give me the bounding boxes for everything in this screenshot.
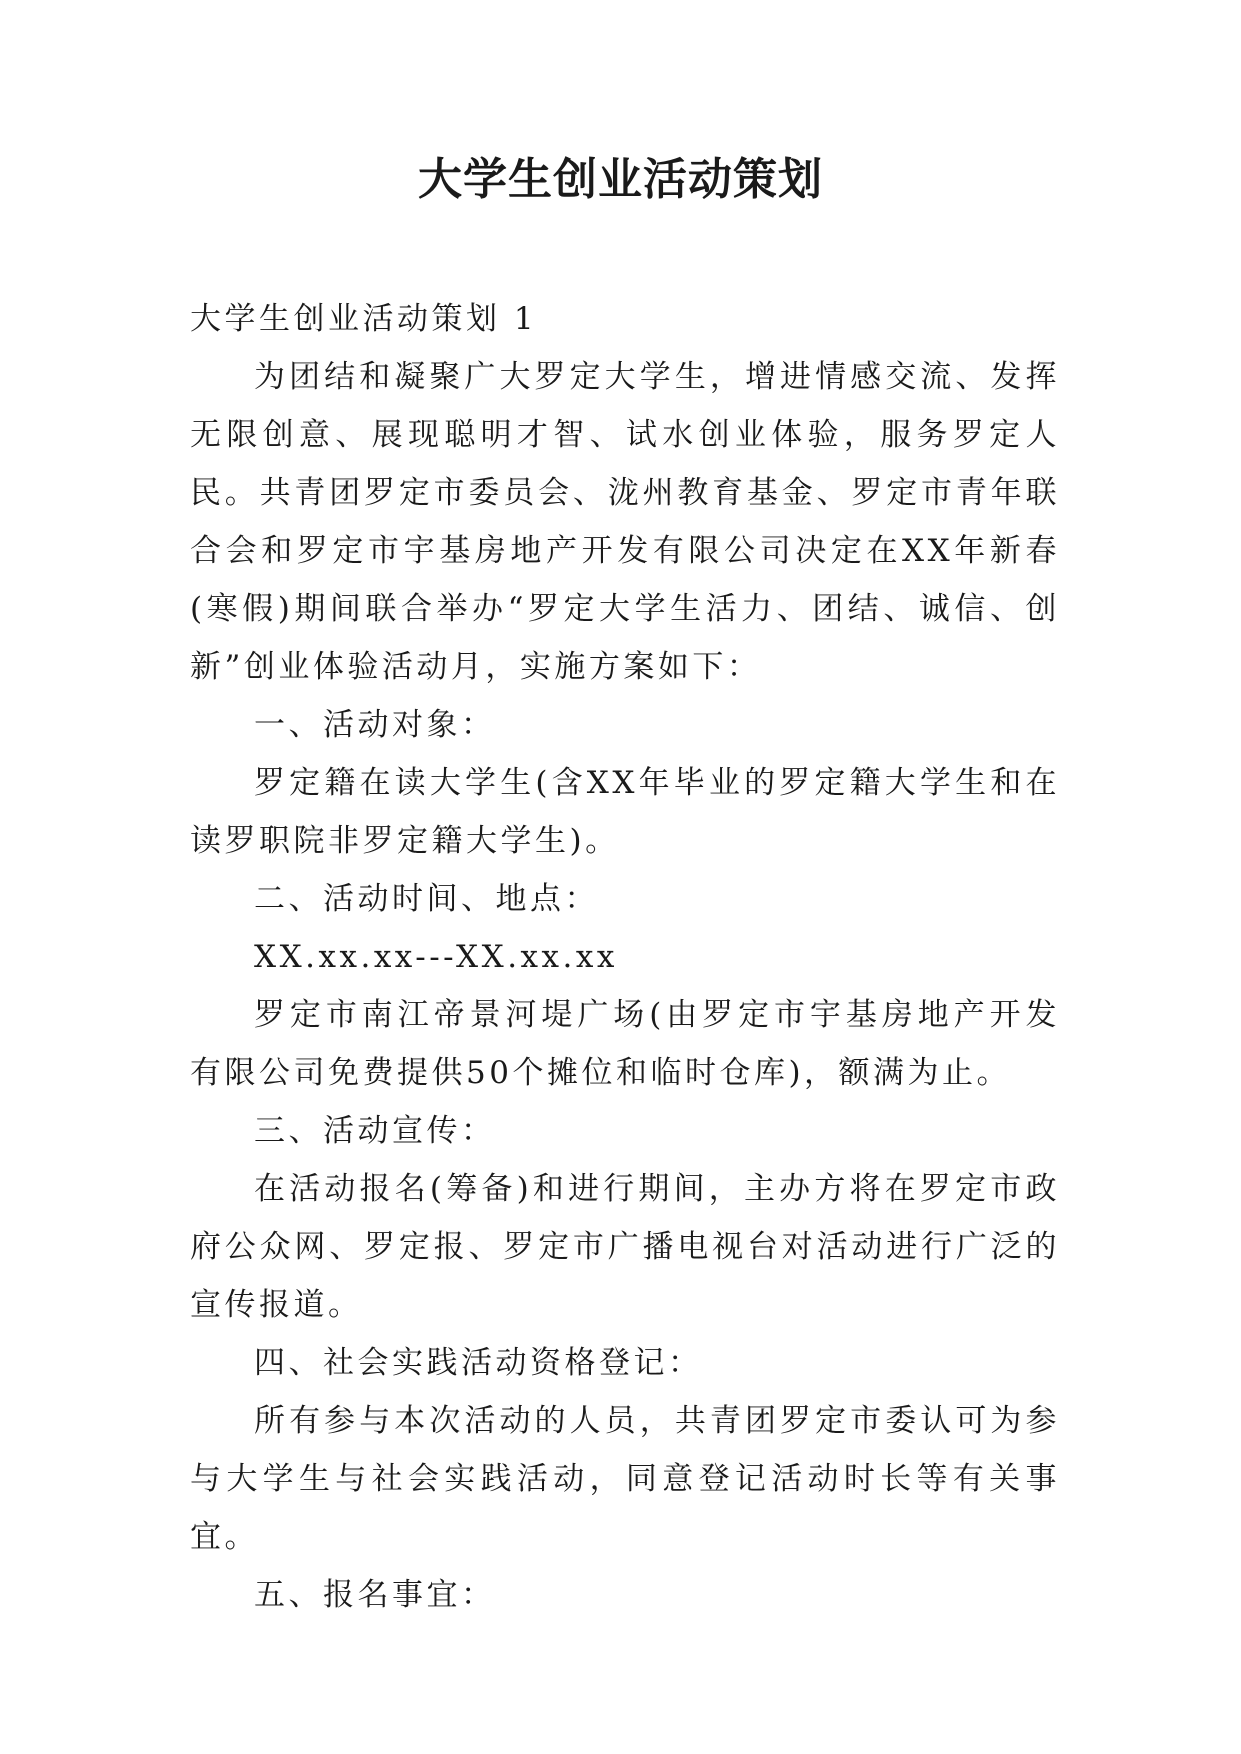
publicity-paragraph: 在活动报名(筹备)和进行期间，主办方将在罗定市政府公众网、罗定报、罗定市广播电视台对活动进行广泛的宣传报道。 [190, 1171, 1060, 1323]
section-heading-registration-record: 四、社会实践活动资格登记： [254, 1345, 703, 1381]
section-heading-time-place: 二、活动时间、地点： [254, 881, 599, 917]
section-heading-publicity: 三、活动宣传： [254, 1113, 496, 1149]
document-title: 大学生创业活动策划 [418, 154, 823, 205]
section-heading-target: 一、活动对象： [254, 707, 496, 743]
registration-record-paragraph: 所有参与本次活动的人员，共青团罗定市委认可为参与大学生与社会实践活动，同意登记活动时长等有关事宜。 [190, 1403, 1060, 1555]
document-body [190, 290, 1060, 1624]
target-paragraph: 罗定籍在读大学生(含XX年毕业的罗定籍大学生和在读罗职院非罗定籍大学生)。 [190, 765, 1060, 859]
location-paragraph: 罗定市南江帝景河堤广场(由罗定市宇基房地产开发有限公司免费提供50个摊位和临时仓库)，额满为止。 [190, 997, 1060, 1091]
date-range: XX.xx.xx---XX.xx.xx [254, 939, 618, 975]
intro-paragraph: 为团结和凝聚广大罗定大学生，增进情感交流、发挥无限创意、展现聪明才智、试水创业体验，服务罗定人民。共青团罗定市委员会、泷州教育基金、罗定市青年联合会和罗定市宇基房地产开发有限公司决定在XX年新春(寒假)期间联合举办“罗定大学生活力、团结、诚信、创新”创业体验活动月，实施方案如下： [190, 359, 1060, 685]
section-heading-signup: 五、报名事宜： [254, 1577, 496, 1613]
section-subtitle: 大学生创业活动策划 1 [190, 301, 538, 337]
